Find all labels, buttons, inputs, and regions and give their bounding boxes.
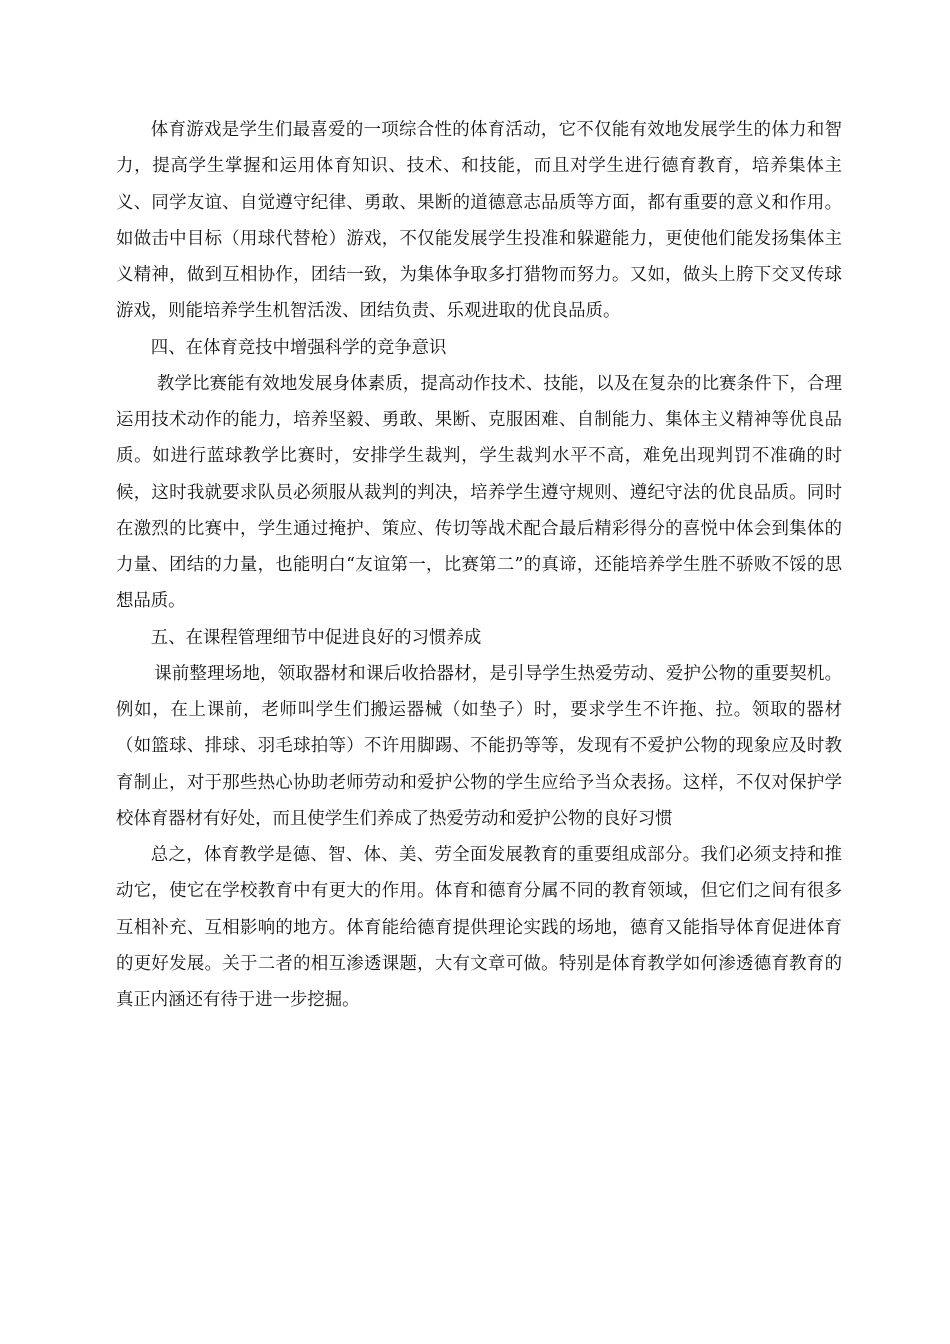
section-heading-four: 四、在体育竞技中增强科学的竞争意识 xyxy=(150,337,447,358)
paragraph-summary: 总之，体育教学是德、智、体、美、劳全面发展教育的重要组成部分。我们必须支持和推动它，使它在学校教育中有更大的作用。体育和德育分属不同的教育领域，但它们之间有很多互相补充、互相影响的地方。体育能给德育提供理论实践的场地，德育又能指导体育促进体育的更好发展。关于二者的相互渗透课题，大有文章可做。特别是体育教学如何渗透德育教育的真正内涵还有待于进一步挖掘。 xyxy=(116,845,842,1010)
section-heading-five: 五、在课程管理细节中促进良好的习惯养成 xyxy=(150,627,482,648)
document-text-body xyxy=(116,112,842,1018)
paragraph-sports-games: 体育游戏是学生们最喜爱的一项综合性的体育活动，它不仅能有效地发展学生的体力和智力，提高学生掌握和运用体育知识、技术、和技能，而且对学生进行德育教育，培养集体主义、同学友谊、自觉遵守纪律、勇敢、果断的道德意志品质等方面，都有重要的意义和作用。如做击中目标（用球代替枪）游戏，不仅能发展学生投准和躲避能力，更使他们能发扬集体主义精神，做到互相协作，团结一致，为集体争取多打猎物而努力。又如，做头上胯下交叉传球游戏，则能培养学生机智活泼、团结负责、乐观进取的优良品质。 xyxy=(116,120,842,322)
paragraph-teaching-competition: 教学比赛能有效地发展身体素质，提高动作技术、技能，以及在复杂的比赛条件下，合理运用技术动作的能力，培养坚毅、勇敢、果断、克服困难、自制能力、集体主义精神等优良品质。如进行蓝球教学比赛时，安排学生裁判，学生裁判水平不高，难免出现判罚不准确的时候，这时我就要求队员必须服从裁判的判决，培养学生遵守规则、遵纪守法的优良品质。同时在激烈的比赛中，学生通过掩护、策应、传切等战术配合最后精彩得分的喜悦中体会到集体的力量、团结的力量，也能明白“友谊第一，比赛第二”的真谛，还能培养学生胜不骄败不馁的思想品质。 xyxy=(116,373,842,612)
paragraph-course-management: 课前整理场地，领取器材和课后收拾器材，是引导学生热爱劳动、爱护公物的重要契机。例如，在上课前，老师叫学生们搬运器械（如垫子）时，要求学生不许拖、拉。领取的器材（如篮球、排球、羽毛球拍等）不许用脚踢、不能扔等等，发现有不爱护公物的现象应及时教育制止，对于那些热心协助老师劳动和爱护公物的学生应给予当众表扬。这样，不仅对保护学校体育器材有好处，而且使学生们养成了热爱劳动和爱护公物的良好习惯 xyxy=(116,663,842,829)
